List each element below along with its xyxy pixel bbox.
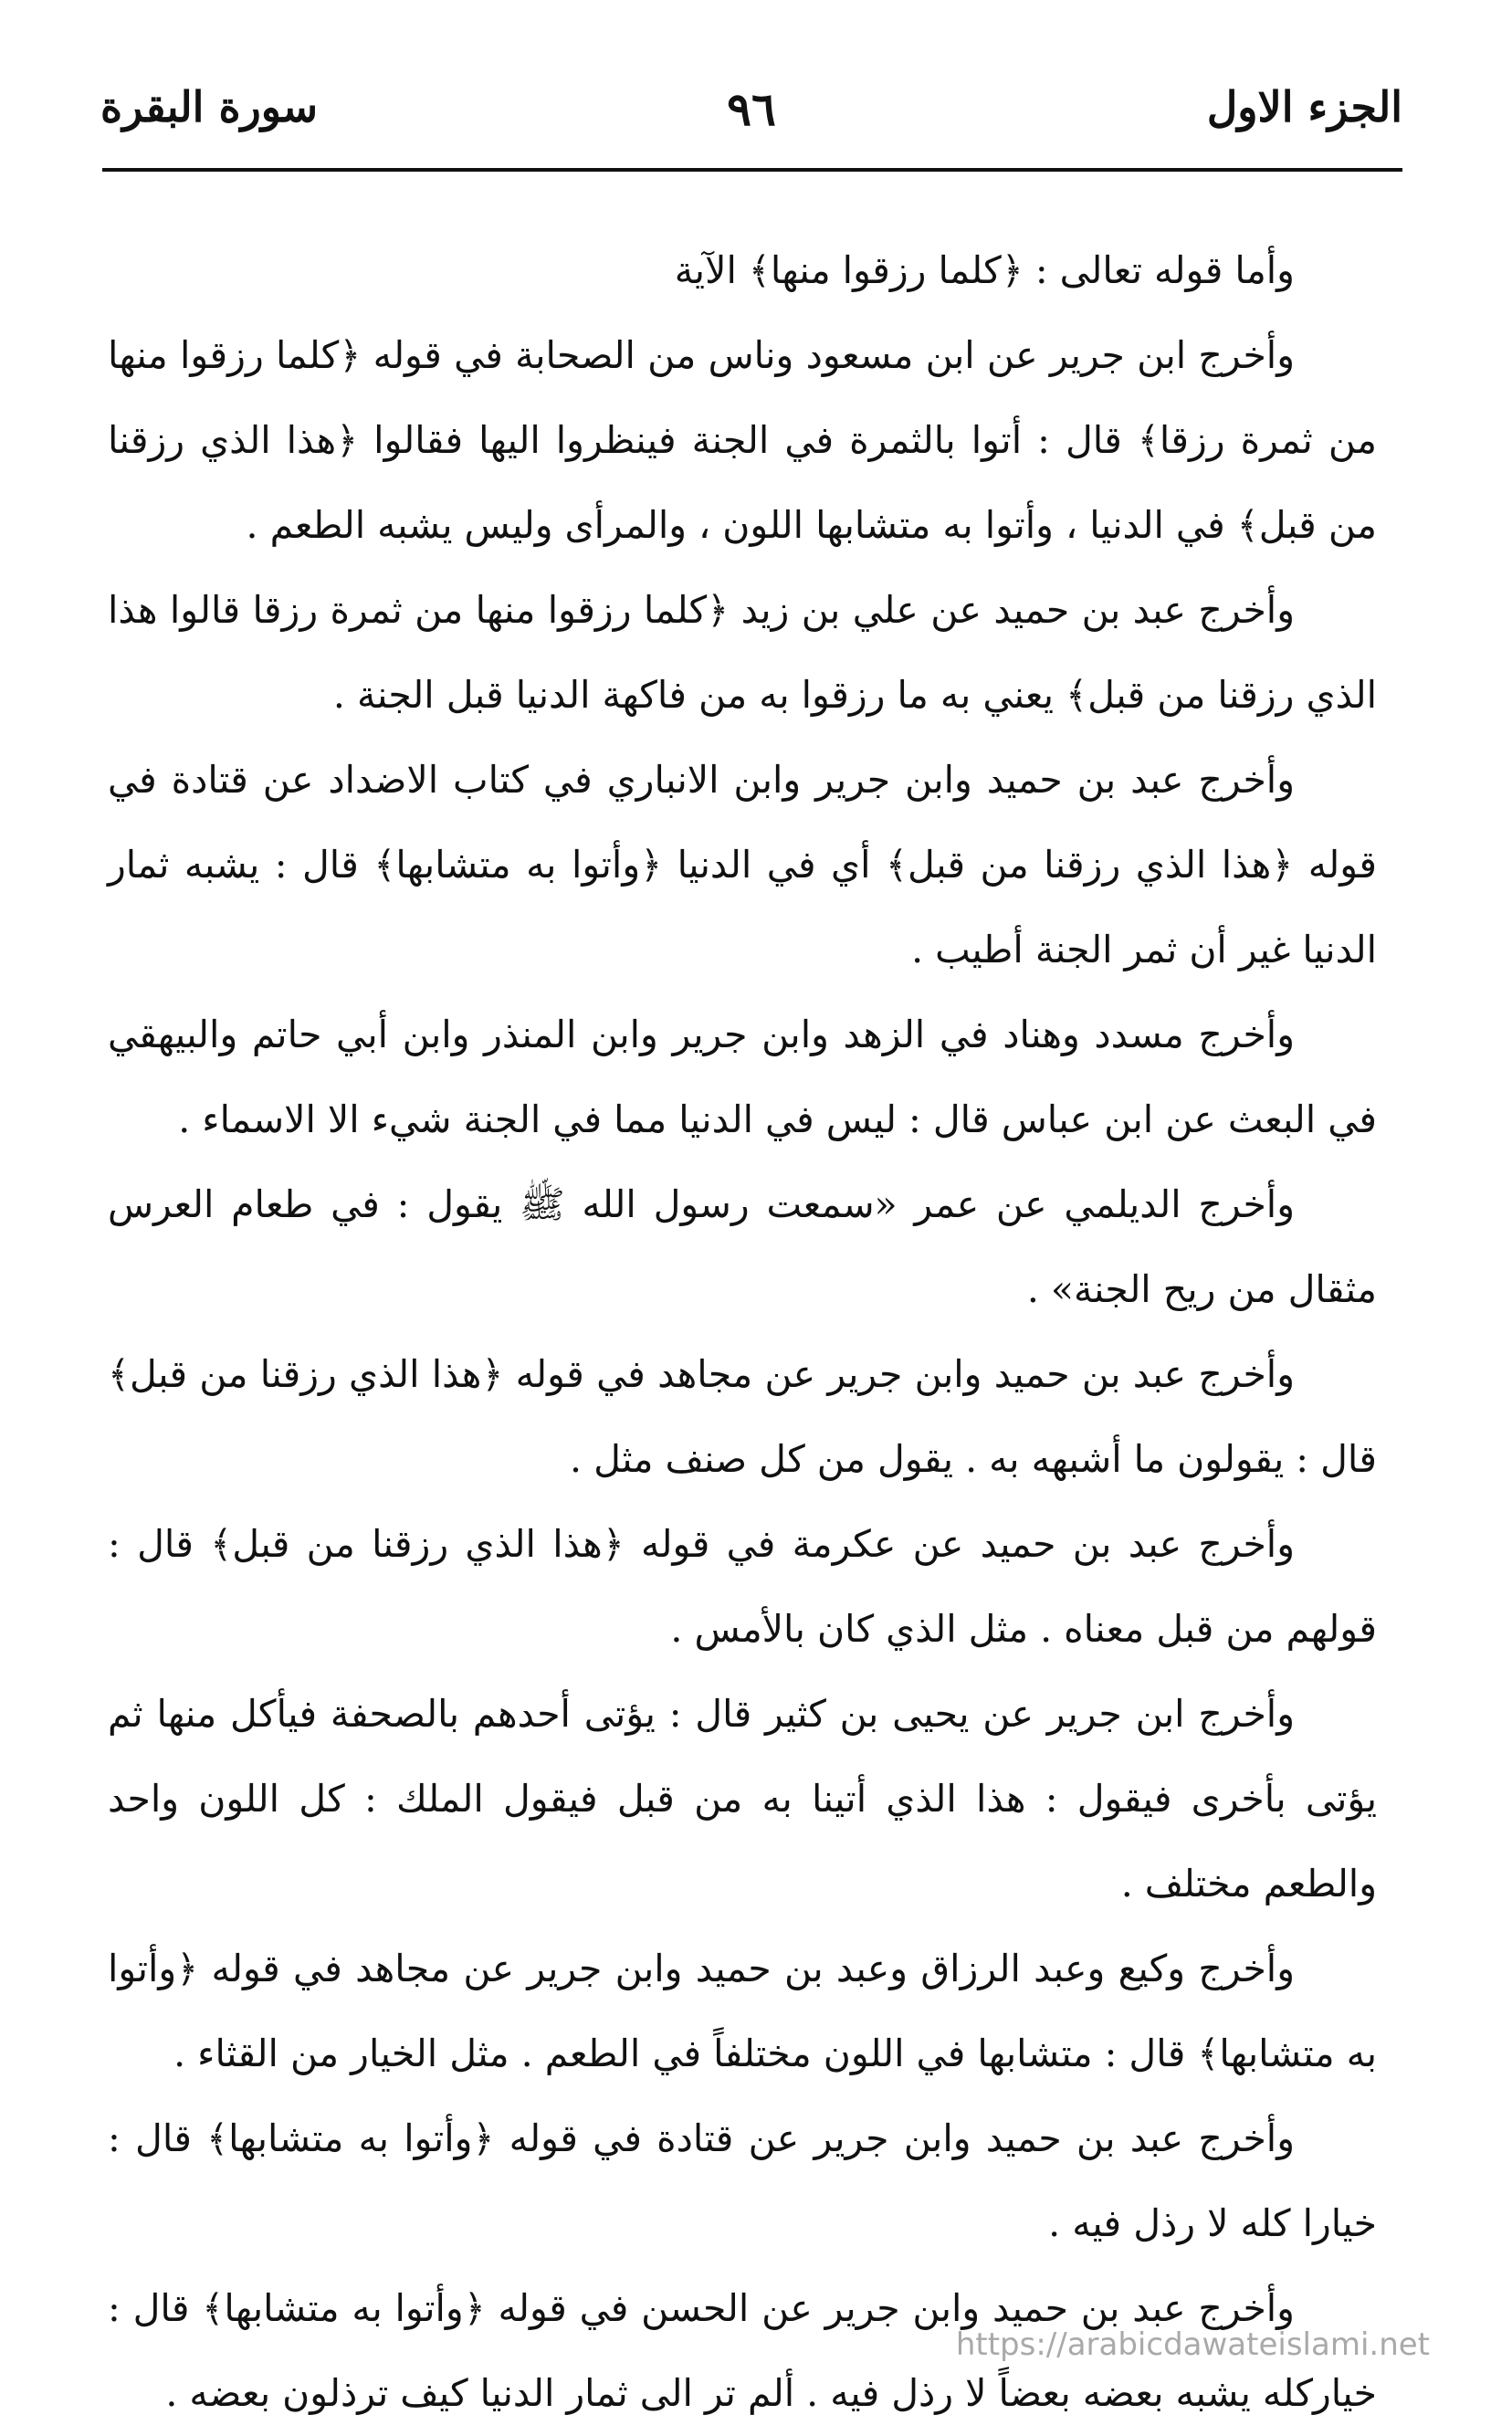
paragraph: وأخرج عبد بن حميد وابن جرير وابن الانباري في كتاب الاضداد عن قتادة في قوله ﴿هذا الذي رزقنا من قبل﴾ أي في الدنيا ﴿وأتوا به متشابها﴾ قال : يشبه ثمار الدنيا غير أن ثمر الجنة أطيب . [108, 758, 1378, 971]
paragraph: وأخرج مسدد وهناد في الزهد وابن جرير وابن المنذر وابن أبي حاتم والبيهقي في البعث عن ابن عباس قال : ليس في الدنيا مما في الجنة شيء الا الاسماء . [108, 1013, 1377, 1141]
paragraph: وأخرج عبد بن حميد عن عكرمة في قوله ﴿هذا الذي رزقنا من قبل﴾ قال : قولهم من قبل معناه . مثل الذي كان بالأمس . [108, 1522, 1377, 1651]
paragraph: وأخرج عبد بن حميد عن علي بن زيد ﴿كلما رزقوا منها من ثمرة رزقا قالوا هذا الذي رزقنا من قبل﴾ يعني به ما رزقوا به من فاكهة الدنيا قبل الجنة . [108, 588, 1377, 717]
header-divider [102, 168, 1402, 172]
paragraph: وأخرج الديلمي عن عمر «سمعت رسول الله ﷺ يقول : في طعام العرس مثقال من ريح الجنة» . [108, 1182, 1377, 1311]
page-number: ٩٦ [727, 82, 776, 136]
part-label: الجزء الاول [1206, 82, 1402, 131]
paragraph: وأما قوله تعالى : ﴿كلما رزقوا منها﴾ الآية [674, 248, 1295, 292]
surah-label: سورة البقرة [100, 82, 319, 131]
paragraph: وأخرج عبد بن حميد وابن جرير عن قتادة في قوله ﴿وأتوا به متشابها﴾ قال : خيارا كله لا رذل فيه . [108, 2116, 1377, 2245]
paragraph: وأخرج عبد بن حميد وابن جرير عن الحسن في قوله ﴿وأتوا به متشابها﴾ قال : خياركله يشبه بعضه بعضاً لا رذل فيه . ألم تر الى ثمار الدنيا كيف ترذلون بعضه . [108, 2286, 1377, 2415]
paragraph: وأخرج وكيع وعبد الرزاق وعبد بن حميد وابن جرير عن مجاهد في قوله ﴿وأتوا به متشابها﴾ قال : متشابها في اللون مختلفاً في الطعم . مثل الخيار من القثاء . [108, 1947, 1377, 2075]
paragraph: وأخرج ابن جرير عن يحيى بن كثير قال : يؤتى أحدهم بالصحفة فيأكل منها ثم يؤتى بأخرى فيقول : هذا الذي أتينا به من قبل فيقول الملك : كل اللون واحد والطعم مختلف . [108, 1692, 1377, 1906]
paragraph: وأخرج ابن جرير عن ابن مسعود وناس من الصحابة في قوله ﴿كلما رزقوا منها من ثمرة رزقا﴾ قال : أتوا بالثمرة في الجنة فينظروا اليها فقالوا ﴿هذا الذي رزقنا من قبل﴾ في الدنيا ، وأتوا به متشابها اللون ، والمرأى وليس يشبه الطعم . [108, 333, 1377, 547]
page-body [108, 228, 1377, 2436]
paragraph: وأخرج عبد بن حميد وابن جرير عن مجاهد في قوله ﴿هذا الذي رزقنا من قبل﴾ قال : يقولون ما أشبهه به . يقول من كل صنف مثل . [108, 1352, 1377, 1481]
page-header [100, 82, 1402, 146]
watermark-url: https://arabicdawateislami.net [955, 2326, 1430, 2363]
